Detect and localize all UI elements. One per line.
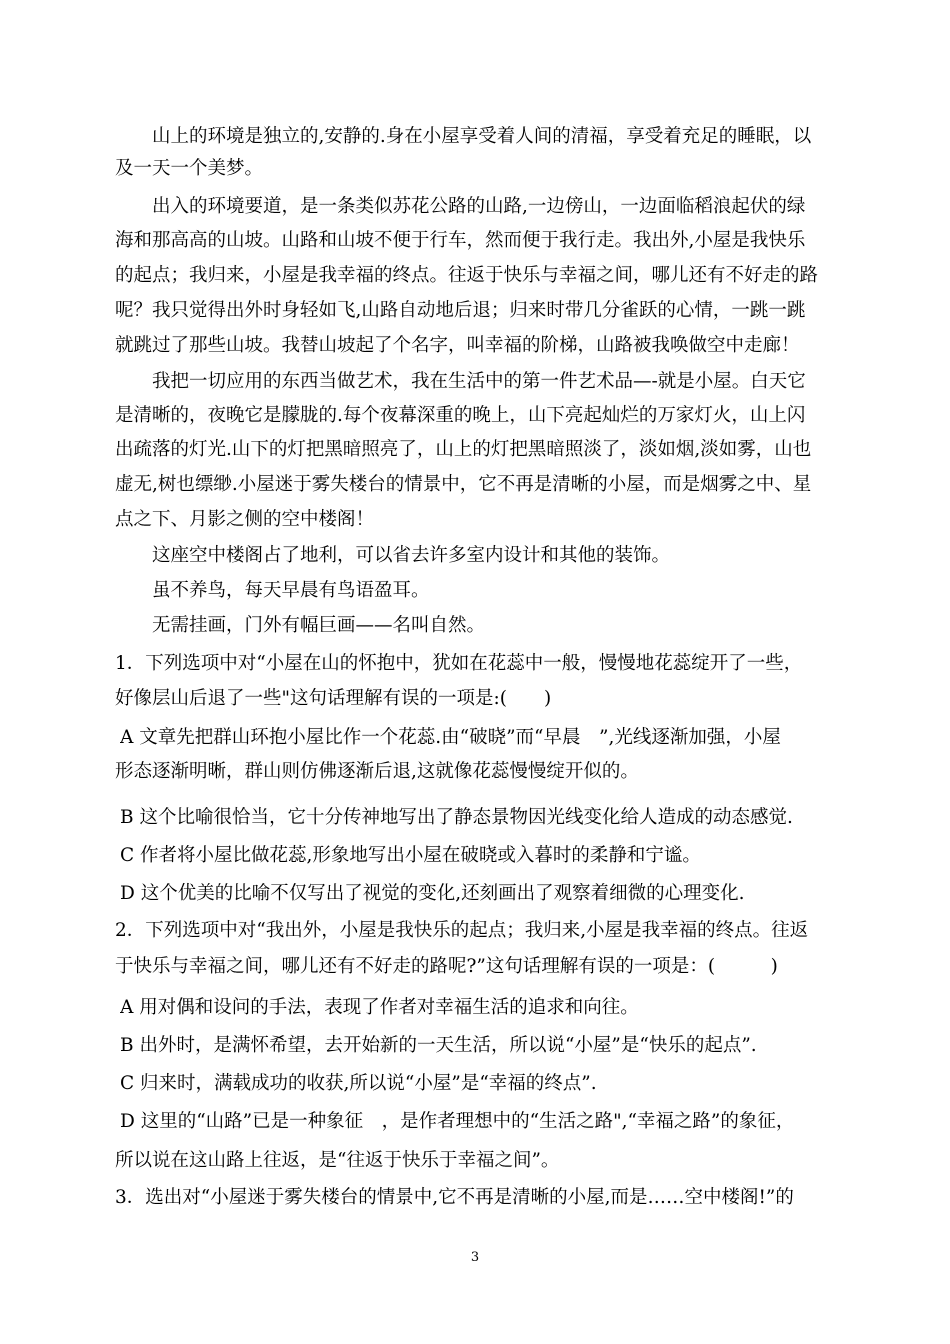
paragraph-line: 呢？我只觉得出外时身轻如飞,山路自动地后退；归来时带几分雀跃的心情，一跳一跳 bbox=[115, 300, 806, 321]
question-2-option-d: D 这里的“山路”已是一种象征 ，是作者理想中的“生活之路",“幸福之路”的象征， bbox=[120, 1111, 795, 1132]
question-2-option-c: C 归来时，满载成功的收获,所以说“小屋”是“幸福的终点”. bbox=[120, 1073, 597, 1094]
page-number: 3 bbox=[470, 1250, 480, 1265]
question-1-option-c: C 作者将小屋比做花蕊,形象地写出小屋在破晓或入暮时的柔静和宁谧。 bbox=[120, 845, 701, 866]
paragraph-line: 点之下、月影之侧的空中楼阁！ bbox=[115, 509, 375, 530]
paragraph-line: 及一天一个美梦。 bbox=[115, 158, 264, 179]
paragraph-line: 出疏落的灯光.山下的灯把黑暗照亮了，山上的灯把黑暗照淡了，淡如烟,淡如雾，山也 bbox=[115, 439, 812, 460]
paragraph-line: 就跳过了那些山坡。我替山坡起了个名字，叫幸福的阶梯，山路被我唤做空中走廊！ bbox=[115, 335, 800, 356]
question-1-option-b: B 这个比喻很恰当，它十分传神地写出了静态景物因光线变化给人造成的动态感觉. bbox=[120, 807, 793, 828]
paragraph-line: 海和那高高的山坡。山路和山坡不便于行车，然而便于我行走。我出外,小屋是我快乐 bbox=[115, 230, 806, 251]
question-1-option-a: 形态逐渐明晰，群山则仿佛逐渐后退,这就像花蕊慢慢绽开似的。 bbox=[115, 761, 639, 782]
question-1-stem: 1．下列选项中对“小屋在山的怀抱中，犹如在花蕊中一般，慢慢地花蕊绽开了一些， bbox=[115, 653, 803, 674]
question-1-option-d: D 这个优美的比喻不仅写出了视觉的变化,还刻画出了观察着细微的心理变化. bbox=[120, 883, 745, 904]
paragraph-line: 出入的环境要道，是一条类似苏花公路的山路,一边傍山，一边面临稻浪起伏的绿 bbox=[152, 196, 806, 217]
question-2-option-a: A 用对偶和设问的手法，表现了作者对幸福生活的追求和向往。 bbox=[120, 997, 639, 1018]
paragraph-line: 我把一切应用的东西当做艺术，我在生活中的第一件艺术品—-就是小屋。白天它 bbox=[152, 371, 806, 392]
paragraph-line: 虽不养鸟，每天早晨有鸟语盈耳。 bbox=[152, 580, 430, 601]
question-1-stem: 好像层山后退了一些"这句话理解有误的一项是:( ) bbox=[115, 688, 552, 709]
question-2-option-b: B 出外时，是满怀希望，去开始新的一天生活，所以说“小屋”是“快乐的起点”. bbox=[120, 1035, 757, 1056]
paragraph-line: 这座空中楼阁占了地利，可以省去许多室内设计和其他的装饰。 bbox=[152, 545, 671, 566]
question-1-option-a: A 文章先把群山环抱小屋比作一个花蕊.由“破晓”而“早晨 ”,光线逐渐加强，小屋 bbox=[120, 727, 781, 748]
question-3-stem: 3．选出对“小屋迷于雾失楼台的情景中,它不再是清晰的小屋,而是……空中楼阁!”的 bbox=[115, 1187, 794, 1208]
paragraph-line: 是清晰的，夜晚它是朦胧的.每个夜幕深重的晚上，山下亮起灿烂的万家灯火，山上闪 bbox=[115, 405, 806, 426]
paragraph-line: 山上的环境是独立的,安静的.身在小屋享受着人间的清福，享受着充足的睡眠，以 bbox=[152, 126, 812, 147]
question-2-stem: 2．下列选项中对“我出外，小屋是我快乐的起点；我归来,小屋是我幸福的终点。往返 bbox=[115, 920, 809, 941]
paragraph-line: 无需挂画，门外有幅巨画——名叫自然。 bbox=[152, 615, 486, 636]
paragraph-line: 的起点；我归来，小屋是我幸福的终点。往返于快乐与幸福之间，哪儿还有不好走的路 bbox=[115, 265, 819, 286]
question-2-option-d: 所以说在这山路上往返，是“往返于快乐于幸福之间”。 bbox=[115, 1150, 560, 1171]
question-2-stem: 于快乐与幸福之间，哪儿还有不好走的路呢?”这句话理解有误的一项是：( ) bbox=[115, 956, 778, 977]
paragraph-line: 虚无,树也缥缈.小屋迷于雾失楼台的情景中，它不再是清晰的小屋，而是烟雾之中、星 bbox=[115, 474, 812, 495]
